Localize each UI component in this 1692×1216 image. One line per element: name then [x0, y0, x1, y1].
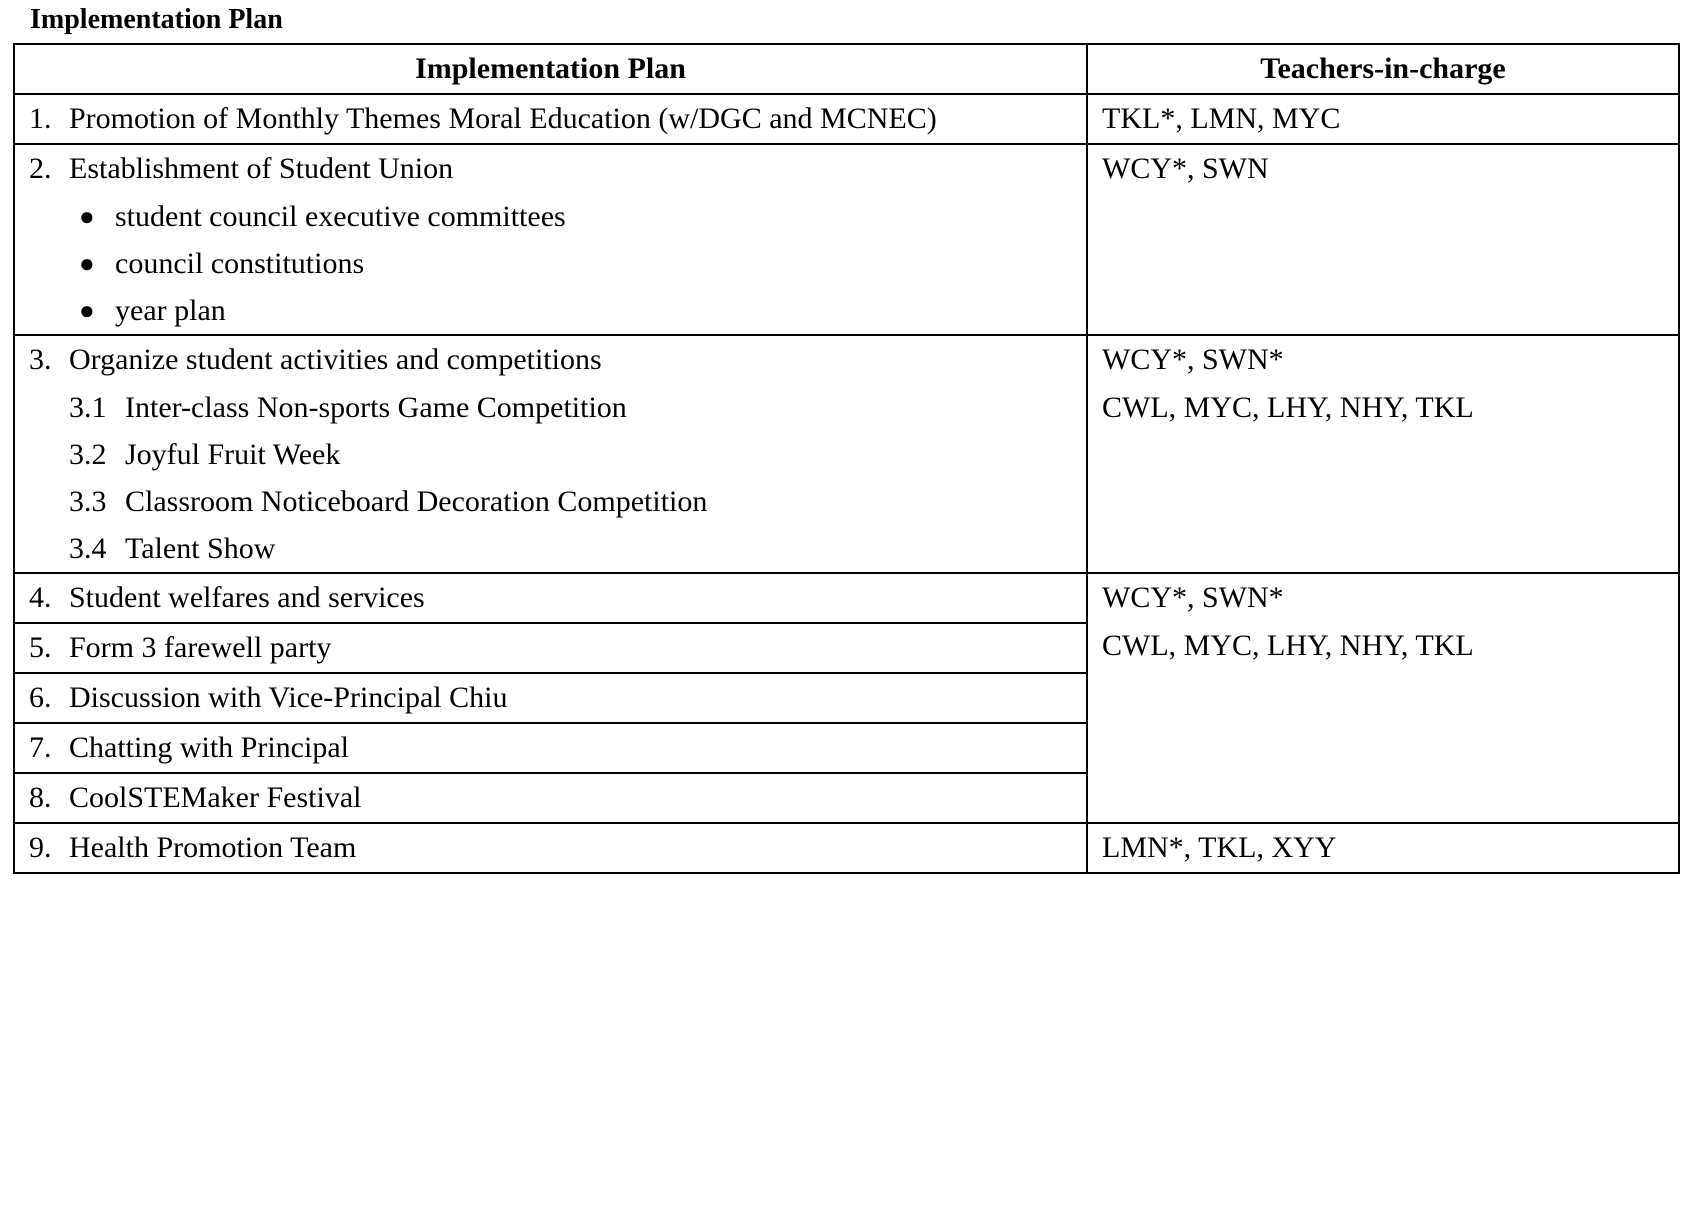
plan-item	[29, 674, 1072, 722]
sub-item	[29, 478, 1072, 525]
teachers-cell	[1087, 823, 1679, 873]
bullet-item	[29, 193, 1072, 240]
bullet-text: council constitutions	[115, 247, 365, 280]
teachers-cell	[1087, 335, 1679, 573]
implementation-plan-table	[13, 43, 1680, 874]
teachers-text: WCY*, SWN*	[1102, 581, 1284, 614]
item-text: Organize student activities and competitions	[69, 343, 602, 376]
plan-item	[29, 336, 1072, 384]
teachers-text: LMN*, TKL, XYY	[1102, 831, 1337, 864]
plan-item	[29, 574, 1072, 622]
plan-cell	[14, 673, 1087, 723]
sub-item-number: 3.1	[69, 391, 107, 424]
sub-item	[29, 525, 1072, 572]
item-number: 3.	[29, 343, 52, 376]
item-number: 8.	[29, 781, 52, 814]
teachers-cell	[1087, 144, 1679, 335]
header-teachers-in-charge: Teachers-in-charge	[1087, 44, 1679, 94]
item-number: 6.	[29, 681, 52, 714]
item-text: Chatting with Principal	[69, 731, 349, 764]
sub-item-text: Talent Show	[125, 532, 276, 565]
bullet-icon: ●	[79, 296, 95, 325]
plan-item	[29, 624, 1072, 672]
bullet-item	[29, 287, 1072, 334]
plan-cell	[14, 773, 1087, 823]
table-header-row	[14, 44, 1679, 94]
teachers-text: CWL, MYC, LHY, NHY, TKL	[1102, 391, 1474, 424]
plan-item	[29, 95, 1072, 143]
plan-cell	[14, 144, 1087, 335]
teachers-text: CWL, MYC, LHY, NHY, TKL	[1102, 629, 1474, 662]
plan-item	[29, 824, 1072, 872]
item-text: Promotion of Monthly Themes Moral Education (w/DGC and MCNEC)	[69, 102, 937, 135]
plan-cell	[14, 823, 1087, 873]
bullet-text: student council executive committees	[115, 200, 566, 233]
plan-cell	[14, 723, 1087, 773]
sub-item-number: 3.4	[69, 532, 107, 565]
table-row	[14, 335, 1679, 573]
plan-cell	[14, 623, 1087, 673]
plan-item	[29, 145, 1072, 193]
item-number: 4.	[29, 581, 52, 614]
bullet-icon: ●	[79, 202, 95, 231]
table-row	[14, 573, 1679, 623]
teachers-cell	[1087, 573, 1679, 823]
bullet-item	[29, 240, 1072, 287]
bullet-text: year plan	[115, 294, 226, 327]
item-number: 5.	[29, 631, 52, 664]
document-title: Implementation Plan	[30, 4, 283, 35]
teachers-text: WCY*, SWN*	[1102, 343, 1284, 376]
plan-cell	[14, 94, 1087, 144]
item-text: Student welfares and services	[69, 581, 425, 614]
teachers-text: WCY*, SWN	[1102, 152, 1269, 185]
sub-item-text: Classroom Noticeboard Decoration Competition	[125, 485, 708, 518]
item-text: Discussion with Vice-Principal Chiu	[69, 681, 508, 714]
plan-item	[29, 774, 1072, 822]
sub-item	[29, 431, 1072, 478]
plan-item	[29, 724, 1072, 772]
table-row	[14, 94, 1679, 144]
item-number: 7.	[29, 731, 52, 764]
item-number: 2.	[29, 152, 52, 185]
item-text: CoolSTEMaker Festival	[69, 781, 362, 814]
table-row	[14, 823, 1679, 873]
plan-cell	[14, 335, 1087, 573]
header-implementation-plan: Implementation Plan	[14, 44, 1087, 94]
sub-item-number: 3.3	[69, 485, 107, 518]
item-text: Establishment of Student Union	[69, 152, 454, 185]
item-text: Health Promotion Team	[69, 831, 357, 864]
item-number: 9.	[29, 831, 52, 864]
sub-item-text: Joyful Fruit Week	[125, 438, 341, 471]
bullet-icon: ●	[79, 249, 95, 278]
plan-cell	[14, 573, 1087, 623]
table-row	[14, 144, 1679, 335]
sub-item-text: Inter-class Non-sports Game Competition	[125, 391, 627, 424]
sub-item	[29, 384, 1072, 431]
sub-item-number: 3.2	[69, 438, 107, 471]
teachers-cell	[1087, 94, 1679, 144]
item-text: Form 3 farewell party	[69, 631, 332, 664]
teachers-text: TKL*, LMN, MYC	[1102, 102, 1341, 135]
item-number: 1.	[29, 102, 52, 135]
